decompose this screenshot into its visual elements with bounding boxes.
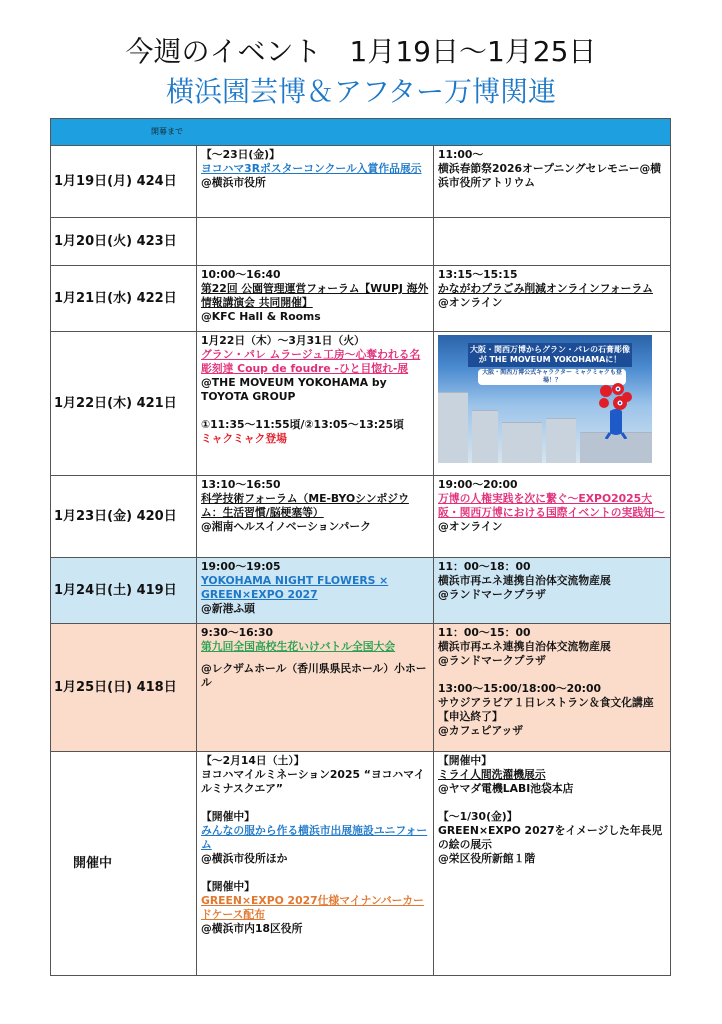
date-cell: 1月22日(木) 421日: [51, 332, 197, 476]
date-cell: 1月23日(金) 420日: [51, 476, 197, 558]
event-link[interactable]: かながわプラごみ削減オンラインフォーラム: [438, 282, 653, 295]
event-schedule-table: [50, 118, 671, 976]
page-title: 今週のイベント 1月19日～1月25日: [125, 35, 597, 68]
page-subtitle: 横浜園芸博＆アフター万博関連: [165, 75, 557, 108]
event-cell: 13:15～15:15 かながわプラごみ削減オンラインフォーラム @オンライン: [434, 266, 671, 332]
event-link[interactable]: みんなの服から作る横浜市出展施設ユニフォーム: [201, 824, 428, 851]
event-link[interactable]: 万博の人権実践を次に繋ぐ～EXPO2025大阪・関西万博における国際イベントの実践知～: [438, 492, 665, 519]
table-row: [51, 146, 671, 218]
event-cell: 【～23日(金)】 ヨコハマ3Rポスターコンクール入賞作品展示 @横浜市役所: [197, 146, 434, 218]
event-cell: 【開催中】 ミライ人間洗濯機展示 @ヤマダ電機LABI池袋本店 【～1/30(金)】 GREEN×EXPO 2027をイメージした年長児の絵の展示 @栄区役所新館１階: [434, 752, 671, 976]
event-link[interactable]: グラン・パレ ムラージュ工房～心奪われる名彫刻達 Coup de foudre -ひと目惚れ-展: [201, 348, 421, 375]
table-row: [51, 332, 671, 476]
until-open-label: 開幕まで: [151, 127, 183, 136]
table-header-row: [51, 119, 671, 146]
table-row-sunday: [51, 624, 671, 752]
event-cell: 1月22日（木）～3月31日（火） グラン・パレ ムラージュ工房～心奪われる名彫刻達 Coup de foudre -ひと目惚れ-展 @THE MOVEUM YOKOHAMA by TOYOTA GROUP ①11:35～11:55頃/②13:05～13:25頃 ミャクミャク登場: [197, 332, 434, 476]
event-cell: 13:10～16:50 科学技術フォーラム（ME-BYOシンポジウム：生活習慣/脳梗塞等） @湘南ヘルスイノベーションパーク: [197, 476, 434, 558]
table-row: [51, 266, 671, 332]
event-cell: 11：00～18：00 横浜市再エネ連携自治体交流物産展 @ランドマークプラザ: [434, 558, 671, 624]
event-cell: 【～2月14日（土）】 ヨコハマイルミネーション2025 “ヨコハマイルミナスクエア” 【開催中】 みんなの服から作る横浜市出展施設ユニフォーム @横浜市役所ほか 【開催中】 GREEN×EXPO 2027仕様マイナンバーカードケース配布 @横浜市内18区役所: [197, 752, 434, 976]
event-link[interactable]: 科学技術フォーラム（ME-BYOシンポジウム：生活習慣/脳梗塞等）: [201, 492, 409, 519]
event-link[interactable]: 第22回 公園管理運営フォーラム【WUPJ 海外情報講演会 共同開催】: [201, 282, 429, 309]
myaku-myaku-mascot-icon: [598, 383, 632, 439]
event-cell: 11:00～ 横浜春節祭2026オープニングセレモニー@横浜市役所アトリウム: [434, 146, 671, 218]
photo-banner-sub: 大阪・関西万博公式キャラクター ミャクミャクも登場！？: [478, 369, 626, 385]
date-cell: 1月21日(水) 422日: [51, 266, 197, 332]
moveum-event-photo: [438, 335, 652, 463]
event-cell: 19:00～19:05 YOKOHAMA NIGHT FLOWERS × GREEN×EXPO 2027 @新港ふ頭: [197, 558, 434, 624]
event-cell: 9:30～16:30 第九回全国高校生花いけバトル全国大会 @レクザムホール（香川県県民ホール）小ホール: [197, 624, 434, 752]
event-link[interactable]: GREEN×EXPO 2027仕様マイナンバーカードケース配布: [201, 894, 424, 921]
date-cell: 1月19日(月) 424日: [51, 146, 197, 218]
ongoing-label-cell: 開催中: [51, 752, 197, 976]
event-cell: 11：00～15：00 横浜市再エネ連携自治体交流物産展 @ランドマークプラザ 13:00～15:00/18:00～20:00 サウジアラビア１日レストラン＆食文化講座【申込終了】 @カフェピアッザ: [434, 624, 671, 752]
date-cell: 1月25日(日) 418日: [51, 624, 197, 752]
event-cell: [197, 218, 434, 266]
table-row-ongoing: [51, 752, 671, 976]
date-cell: 1月20日(火) 423日: [51, 218, 197, 266]
event-cell: 10:00～16:40 第22回 公園管理運営フォーラム【WUPJ 海外情報講演会 共同開催】 @KFC Hall & Rooms: [197, 266, 434, 332]
event-link[interactable]: ヨコハマ3Rポスターコンクール入賞作品展示: [201, 162, 422, 175]
event-link[interactable]: 第九回全国高校生花いけバトル全国大会: [201, 640, 396, 653]
event-cell: 19:00～20:00 万博の人権実践を次に繋ぐ～EXPO2025大阪・関西万博における国際イベントの実践知～ @オンライン: [434, 476, 671, 558]
table-row: [51, 476, 671, 558]
table-row: [51, 218, 671, 266]
event-cell: [434, 218, 671, 266]
photo-banner-main: 大阪・関西万博からグラン・パレの石膏彫像が THE MOVEUM YOKOHAMAに！: [468, 343, 632, 367]
table-row-saturday: [51, 558, 671, 624]
event-image-cell: [434, 332, 671, 476]
date-cell: 1月24日(土) 419日: [51, 558, 197, 624]
event-link[interactable]: YOKOHAMA NIGHT FLOWERS × GREEN×EXPO 2027: [201, 574, 389, 601]
event-link[interactable]: ミライ人間洗濯機展示: [438, 768, 546, 781]
